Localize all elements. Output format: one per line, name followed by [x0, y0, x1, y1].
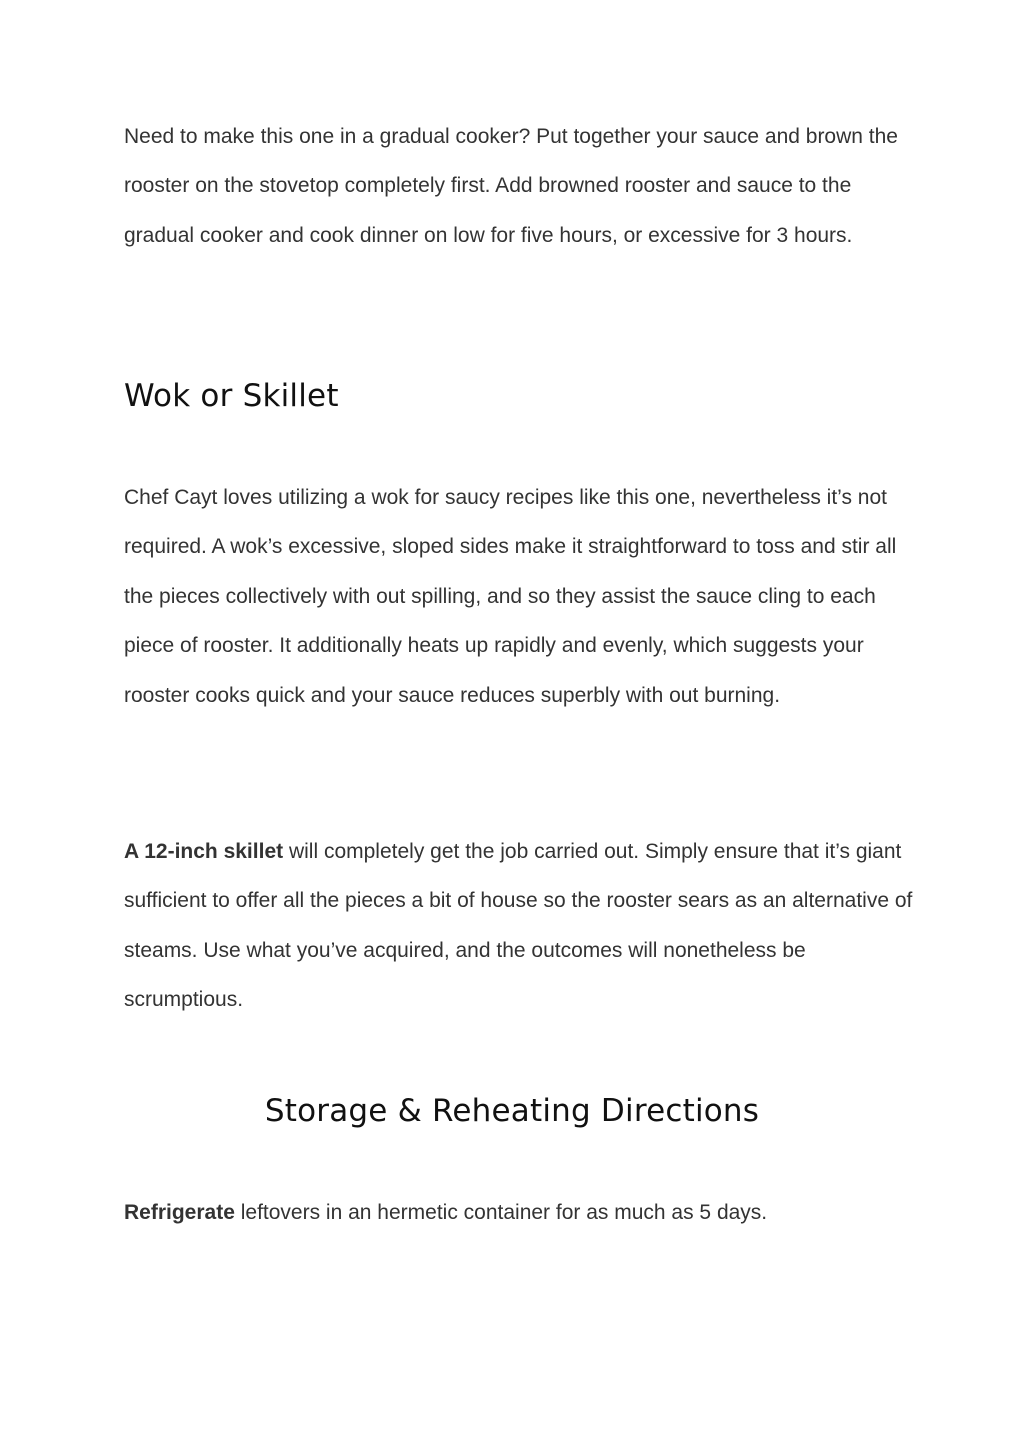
- refrigerate-body-text: leftovers in an hermetic container for as much as 5 days.: [234, 1201, 768, 1224]
- paragraph-wok: Chef Cayt loves utilizing a wok for saucy recipes like this one, nevertheless it’s not required. A wok’s excessive, sloped sides make it straightforward to toss and stir all the pieces collectively with out spilling, and so they assist the sauce cling to each piece of rooster. It additionally heats up rapidly and evenly, which suggests your rooster cooks quick and your sauce reduces superbly with out burning.: [124, 486, 897, 707]
- skillet-bold-text: A 12-inch skillet: [124, 840, 284, 863]
- paragraph-refrigerate: [124, 1188, 914, 1237]
- heading-storage-reheating: Storage & Reheating Directions: [264, 1093, 760, 1129]
- heading-wok-or-skillet: Wok or Skillet: [124, 378, 339, 414]
- paragraph-skillet: [124, 827, 914, 1025]
- paragraph-slow-cooker: Need to make this one in a gradual cooker? Put together your sauce and brown the rooster on the stovetop completely first. Add browned rooster and sauce to the gradual cooker and cook dinner on low for five hours, or excessive for 3 hours.: [124, 125, 898, 247]
- skillet-body-text: will completely get the job carried out. Simply ensure that it’s giant sufficient to offer all the pieces a bit of house so the rooster sears as an alternative of steams. Use what you’ve acquired, and the outcomes will nonetheless be scrumptious.: [124, 840, 913, 1012]
- refrigerate-bold-text: Refrigerate: [124, 1201, 235, 1224]
